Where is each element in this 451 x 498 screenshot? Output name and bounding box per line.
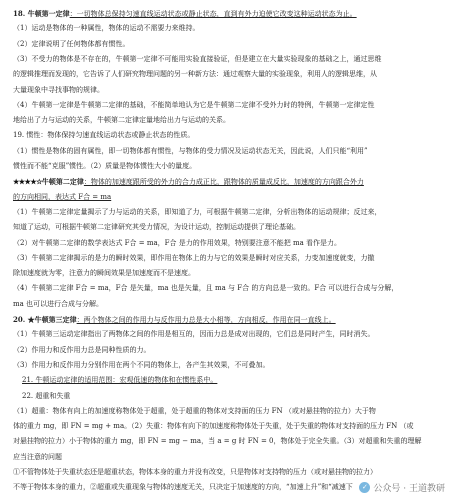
text-line — [0, 253, 451, 264]
line-text: 对悬挂物的拉力）小于物体的重力 mg，即 FN = mg − ma，当 a = g 时 FN = 0，物体处于完全失重。（3）对超重和失重的理解 — [13, 437, 422, 446]
text-line — [0, 222, 451, 233]
text-line — [0, 421, 451, 432]
line-text: （2）作用力和反作用力总是同种性质的力。 — [13, 345, 151, 354]
text-line — [0, 436, 451, 447]
line-text: 体的重力 mg，即 FN = mg + ma。（2）失重：物体有向下的加速度称物体处于失重，处于失重的物体对支持面的压力 FN （或 — [13, 422, 414, 431]
line-text: （2）对牛顿第二定律的数学表达式 F合 = ma，F合 是力的作用效果，特别要注意不能把 ma 看作是力。 — [13, 238, 342, 247]
text-line — [0, 192, 451, 203]
text-line — [0, 207, 451, 218]
text-line — [0, 268, 451, 279]
text-line — [0, 161, 451, 172]
text-line — [0, 329, 451, 340]
watermark — [359, 481, 445, 494]
text-line — [0, 314, 451, 326]
line-text: ：一切物体总保持匀速直线运动状态或静止状态，直到有外力迫使它改变这种运动状态为止。 — [69, 10, 357, 18]
text-line — [0, 130, 451, 141]
text-line — [0, 452, 451, 463]
line-text: （3）不受力的物体是不存在的，牛顿第一定律不可能用实验直接验证，但是建立在大量实验现象的基础之上，通过思维 — [13, 54, 382, 63]
text-line — [0, 345, 451, 356]
line-text: 应当注意的问题 — [13, 452, 62, 461]
text-line — [0, 299, 451, 310]
line-text: 22. 超重和失重 — [22, 391, 71, 400]
line-text: （3）作用力和反作用力分别作用在两个不同的物体上，各产生其效果，不可叠加。 — [13, 360, 270, 369]
text-line — [0, 406, 451, 417]
line-text: （3）牛顿第二定律揭示的是力的瞬时效果，即作用在物体上的力与它的效果是瞬时对应关系，力变加速度就变，力撤 — [13, 253, 375, 262]
text-line — [0, 176, 451, 188]
text-line — [0, 467, 451, 478]
line-text: （1）超重：物体有向上的加速度称物体处于超重，处于超重的物体对支持面的压力 FN （或对悬挂物的拉力）大于物 — [13, 406, 376, 415]
line-text: 地给出了力与运动的关系，牛顿第二定律定量地给出力与运动的关系。 — [13, 116, 230, 125]
line-text: 大量现象中寻找事物的规律。 — [13, 85, 104, 94]
line-text: ma 也可以进行合成与分解。 — [13, 299, 104, 308]
text-line — [0, 375, 451, 386]
line-text: 19. 惯性：物体保持匀速直线运动状态或静止状态的性质。 — [13, 131, 195, 140]
text-line — [0, 360, 451, 371]
line-text: 21. 牛顿运动定律的适用范围：宏观低速的物体和在惯性系中。 — [22, 376, 218, 385]
line-text: ：两个物体之间的作用力与反作用力总是大小相等，方向相反，作用在同一直线上。 — [76, 316, 336, 324]
line-text: （4）牛顿第一定律是牛顿第二定律的基础，不能简单地认为它是牛顿第二定律不受外力时的特例，牛顿第一定律定性 — [13, 100, 375, 109]
importance-stars: ★★★★☆ — [13, 177, 42, 187]
line-text: （1）牛顿第三运动定律指出了两物体之间的作用是相互的，因而力总是成对出现的，它们总是同时产生，同时消失。 — [13, 330, 375, 339]
wechat-logo-icon: ✓ — [359, 482, 370, 493]
text-line — [0, 115, 451, 126]
line-text: （1）惯性是物体的固有属性，即一切物体都有惯性，与物体的受力情况及运动状态无关，因此说，人们只能“利用” — [13, 146, 368, 155]
text-line — [0, 8, 451, 20]
line-text: （4）牛顿第二定律 F合 = ma，F合 是矢量，ma 也是矢量，且 ma 与 F合 的方向总是一致的。F合 可以进行合成与分解， — [13, 284, 399, 293]
line-text: （1）运动是物体的一种属性，物体的运动不需要力来维持。 — [13, 24, 200, 33]
line-text: （1）牛顿第二定律定量揭示了力与运动的关系，即知道了力，可根据牛顿第二定律，分析出物体的运动规律；反过来， — [13, 207, 382, 216]
section-label: 20. ★牛顿第三定律 — [13, 315, 77, 324]
line-text: 的方向相同，表达式 F合 = ma — [13, 192, 112, 201]
section-label: 18. 牛顿第一定律 — [13, 9, 70, 18]
text-line — [0, 238, 451, 249]
text-line — [0, 39, 451, 50]
line-text: ①不管物体处于失重状态还是超重状态，物体本身的重力并没有改变，只是物体对支持物的压力（或对悬挂物的拉力） — [13, 468, 377, 476]
text-line — [0, 54, 451, 65]
line-text: （2）定律说明了任何物体都有惯性。 — [13, 39, 130, 48]
line-text: 不等于物体本身的重力，②超重或失重现象与物体的速度无关，只决定于加速度的方向，“加速上升”和“减速下 — [13, 483, 353, 492]
line-text: 除加速度就为零，注意力的瞬间效果是加速度而不是速度。 — [13, 269, 195, 278]
text-line — [0, 283, 451, 294]
watermark-text: 公众号 · 王道教研 — [373, 484, 445, 494]
text-line — [0, 23, 451, 34]
text-line — [0, 391, 451, 402]
line-text: 的逻辑推理而发现的，它告诉了人们研究物理问题的另一种新方法：通过观察大量的实验现象，利用人的逻辑思维，从 — [13, 70, 377, 79]
line-text: ：物体的加速度跟所受的外力的合力成正比，跟物体的质量成反比，加速度的方向跟合外力 — [83, 178, 364, 187]
section-label: 牛顿第二定律 — [41, 177, 84, 187]
text-line — [0, 69, 451, 80]
text-line — [0, 85, 451, 96]
text-line — [0, 146, 451, 157]
text-line — [0, 100, 451, 111]
line-text: 知道了运动，可根据牛顿第二定律研究其受力情况，为设计运动，控制运动提供了理论基础。 — [13, 223, 300, 232]
line-text: 惯性而不能“克服”惯性。（2）质量是物体惯性大小的量度。 — [13, 162, 197, 170]
